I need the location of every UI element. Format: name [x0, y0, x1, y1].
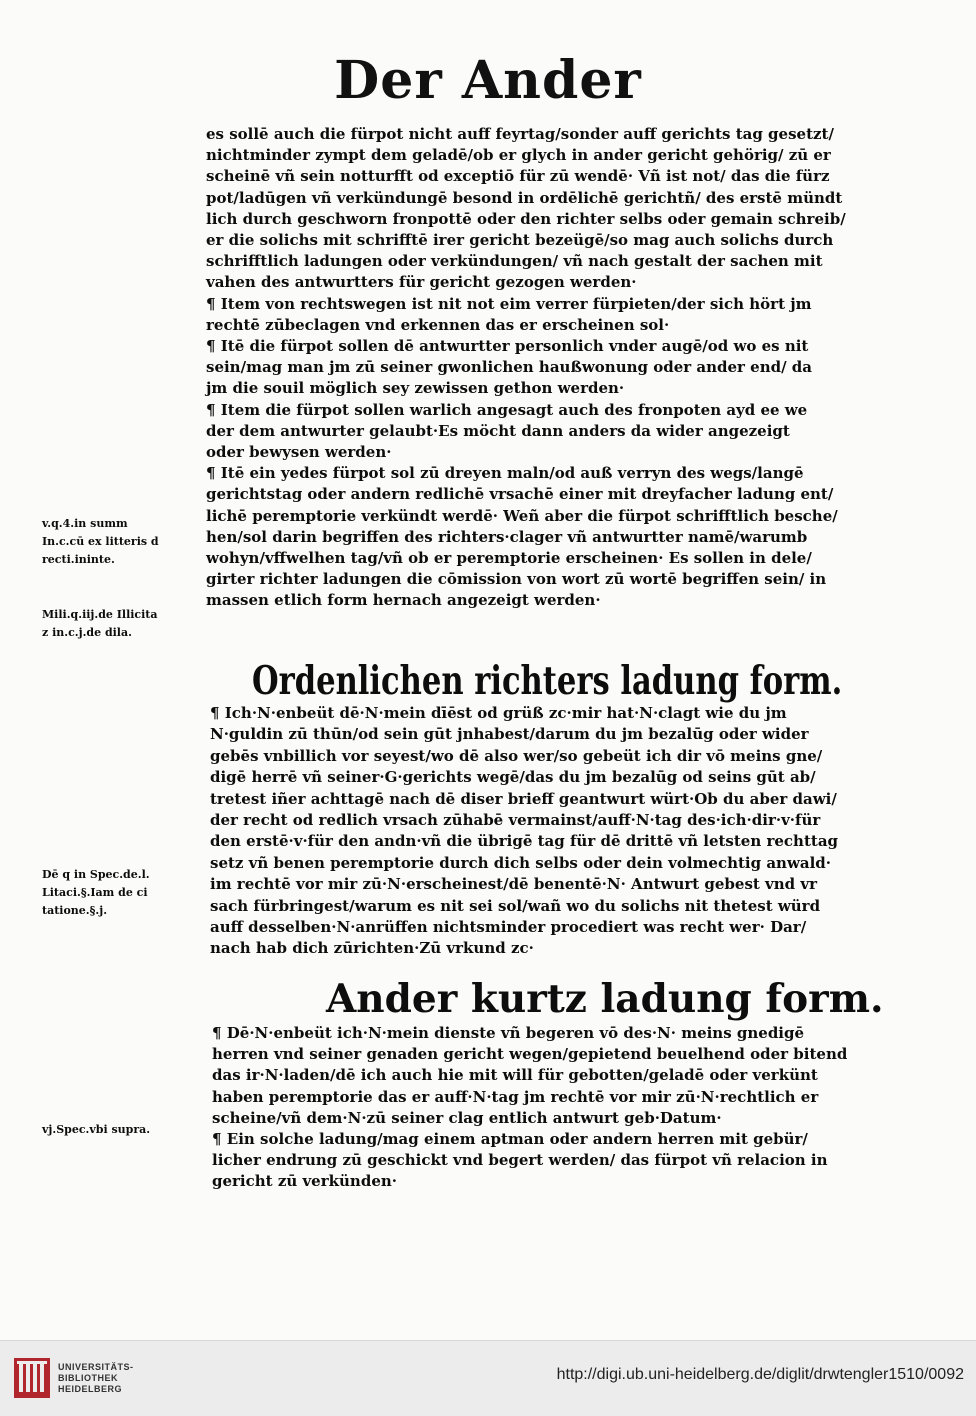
text-line: oder bewysen werden· — [206, 443, 392, 461]
margin-note-line: z in.c.j.de dila. — [42, 626, 132, 639]
text-line: gericht zū verkünden· — [212, 1172, 397, 1191]
text-line: der recht od redlich vrsach zūhabē vermainst/auff·N·tag des·ich·dir·v·für — [210, 811, 821, 829]
margin-note-line: Litaci.§.Iam de ci — [42, 886, 148, 899]
text-line: setz vñ benen peremptorie durch dich selbs oder dein volmechtig anwald· — [210, 853, 831, 872]
text-line: haben peremptorie das er auff·N·tag jm rechtē vor mir zū·N·rechtlich er — [212, 1087, 819, 1106]
text-line: den erstē·v·für den andn·vñ die übrigē tag für dē drittē vñ letsten rechttag — [210, 832, 839, 851]
text-line: ¶ Itē die fürpot sollen dē antwurtter personlich vnder augē/od wo es nit — [206, 337, 809, 355]
text-line: sach fürbringest/warum es nit sei sol/wañ wo du solichs nit thetest würd — [210, 896, 821, 915]
text-line: nichtminder zympt dem geladē/ob er glych in ander gericht gehörig/ zū er — [206, 146, 831, 165]
text-line: wohyn/vffwelhen tag/vñ ob er peremptorie erscheinen· Es sollen in dele/ — [206, 549, 812, 567]
library-name-line: HEIDELBERG — [58, 1384, 123, 1394]
margin-note-line: Mili.q.iij.de Illicita — [42, 608, 158, 621]
text-line: der dem antwurter gelaubt·Es möcht dann anders da wider angezeigt — [206, 421, 790, 440]
text-line: ¶ Item von rechtswegen ist nit not eim verrer fürpieten/der sich hört jm — [206, 294, 812, 313]
text-line: schrifftlich ladungen oder verkündungen/ vñ nach gestalt der sachen mit — [206, 252, 823, 271]
text-line: lichē peremptorie verkündt werdē· Weñ aber die fürpot schrifftlich besche/ — [206, 506, 838, 525]
text-line: auff desselben·N·anrüffen nichtsminder procediert was recht wer· Dar/ — [210, 918, 807, 936]
text-line: pot/ladūgen vñ verkündungē besond in ordēlichē gerichtñ/ des erstē mündt — [206, 188, 843, 207]
library-name — [58, 1362, 134, 1395]
text-line: vahen des antwurtters für gericht gezogen werden· — [206, 273, 637, 292]
library-name-line: BIBLIOTHEK — [58, 1373, 118, 1383]
margin-note-line: In.c.cū ex litteris d — [42, 535, 159, 548]
text-line: licher endrung zū geschickt vnd begert werden/ das fürpot vñ relacion in — [212, 1151, 828, 1170]
text-line: gebēs vnbillich vor seyest/wo dē also wer/so gebeüt ich dir vō meins gne/ — [210, 746, 823, 765]
text-line: nach hab dich zūrichten·Zū vrkund zc· — [210, 939, 534, 958]
margin-note-line: tatione.§.j. — [42, 904, 108, 917]
text-line: herren vnd seiner genaden gericht wegen/gepietend beuelhend oder bitend — [212, 1045, 848, 1064]
margin-note-line: Dē q in Spec.de.l. — [42, 868, 150, 881]
text-line: das ir·N·laden/dē ich auch hie mit will für gebotten/geladē oder verkünt — [212, 1066, 818, 1085]
text-line: im rechtē vor mir zū·N·erscheinest/dē benentē·N· Antwurt gebest vnd vr — [210, 875, 818, 894]
text-line: scheine/vñ dem·N·zū seiner clag entlich antwurt geb·Datum· — [212, 1108, 722, 1127]
section-heading-1: Ordenlichen richters ladung form. — [252, 658, 843, 704]
text-line: er die solichs mit schrifftē irer gericht bezeügē/so mag auch solichs durch — [206, 231, 834, 249]
text-line: sein/mag man jm zū seiner gwonlichen haußwonung oder ander end/ da — [206, 358, 812, 377]
text-line: ¶ Ein solche ladung/mag einem aptman oder andern herren mit gebür/ — [212, 1130, 808, 1148]
section-heading-2: Ander kurtz ladung form. — [326, 976, 884, 1022]
text-line: scheinē vñ sein notturfft od exceptiō für zū wendē· Vñ ist not/ das die fürz — [206, 167, 830, 186]
running-head: Der Ander — [334, 50, 642, 111]
text-line: es sollē auch die fürpot nicht auff feyrtag/sonder auff gerichts tag gesetzt/ — [206, 125, 834, 143]
text-line: ¶ Itē ein yedes fürpot sol zū dreyen maln/od auß verryn des wegs/langē — [206, 464, 804, 483]
permalink-url[interactable]: http://digi.ub.uni-heidelberg.de/diglit/drwtengler1510/0092 — [556, 1366, 964, 1383]
text-line: lich durch geschworn fronpottē oder den richter selbs oder gemain schreib/ — [206, 209, 846, 228]
text-line: jm die souil möglich sey zewissen gethon werden· — [206, 379, 625, 398]
text-line: massen etlich form hernach angezeigt werden· — [206, 591, 601, 610]
text-line: digē herrē vñ seiner·G·gerichts wegē/das du jm bezalūg od seins gūt ab/ — [210, 768, 816, 787]
text-line: ¶ Item die fürpot sollen warlich angesagt auch des fronpoten ayd ee we — [206, 400, 808, 419]
margin-note-line: vj.Spec.vbi supra. — [42, 1123, 151, 1136]
margin-note-line: recti.ininte. — [42, 553, 115, 566]
text-line: ¶ Ich·N·enbeüt dē·N·mein dīēst od grüß zc·mir hat·N·clagt wie du jm — [210, 704, 787, 722]
text-line: hen/sol darin begriffen des richters·clager vñ antwurtter namē/warumb — [206, 527, 808, 546]
text-line: girter richter ladungen die cōmission von wort zū wortē begriffen sein/ in — [206, 570, 827, 589]
text-line: tretest iñer achttagē nach dē diser brieff geantwurt würt·Ob du aber dawi/ — [210, 789, 837, 808]
text-line: gerichtstag oder andern redlichē vrsachē einer mit dreyfacher ladung ent/ — [206, 485, 834, 504]
library-name-line: UNIVERSITÄTS- — [58, 1362, 134, 1372]
text-line: ¶ Dē·N·enbeüt ich·N·mein dienste vñ begeren vō des·N· meins gnedigē — [212, 1024, 805, 1042]
library-logo-icon — [14, 1358, 50, 1398]
footer-bar — [0, 1340, 976, 1416]
text-line: N·guldin zū thūn/od sein gūt jnhabest/darum du jm bezalūg oder wider — [210, 725, 809, 744]
text-line: rechtē zūbeclagen vnd erkennen das er erscheinen sol· — [206, 315, 670, 334]
margin-note-line: v.q.4.in summ — [42, 517, 128, 530]
